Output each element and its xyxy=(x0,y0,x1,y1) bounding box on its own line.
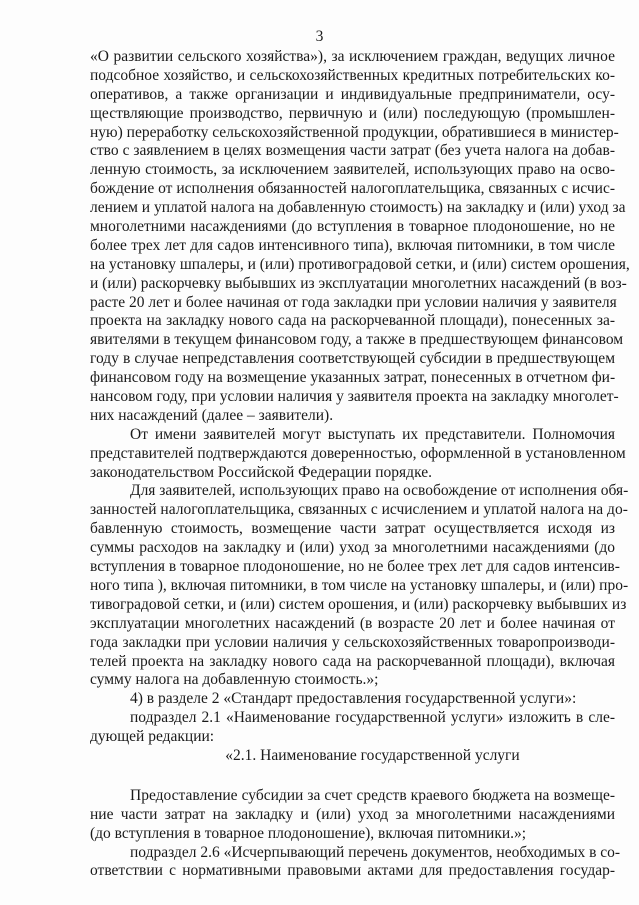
text-line: ответствии с нормативными правовыми актами для предоставления государ- xyxy=(90,862,615,880)
text-line: расте 20 лет и более начиная от года закладки при условии наличия у заявителя xyxy=(90,293,617,311)
paragraph-first-line: подраздел 2.1 «Наименование государственной услуги» изложить в сле- xyxy=(130,709,615,727)
document-body xyxy=(90,48,630,881)
text-line: них насаждений (далее – заявители). xyxy=(90,406,334,424)
blank-line xyxy=(90,766,615,787)
text-line: ществляющие производство, первичную и (или) последующую (промышлен- xyxy=(90,104,615,122)
text-line: подсобное хозяйство, и сельскохозяйственных кредитных потребительских ко- xyxy=(90,66,615,84)
section-item: 4) в разделе 2 «Стандарт предоставления государственной услуги»: xyxy=(130,690,577,708)
text-line: эксплуатации многолетних насаждений (в возрасте 20 лет и более начиная от xyxy=(90,614,615,632)
page-number: 3 xyxy=(315,28,324,45)
text-line: занностей налогоплательщика, связанных с исчислением и уплатой налога на до- xyxy=(90,501,628,519)
text-line: законодательством Российской Федерации порядке. xyxy=(90,463,432,481)
text-line: сумму налога на добавленную стоимость.»; xyxy=(90,671,379,689)
text-line: ние части затрат на закладку и (или) уход за многолетними насаждениями xyxy=(90,805,615,823)
text-line: ного типа ), включая питомники, в том числе на установку шпалеры, и (или) про- xyxy=(90,576,629,594)
text-line: ство с заявлением в целях возмещения части затрат (без учета налога на добав- xyxy=(90,142,615,160)
paragraph-first-line: Предоставление субсидии за счет средств краевого бюджета на возмеще- xyxy=(130,786,615,804)
text-line: явителями в текущем финансовом году, а также в предшествующем финансовом xyxy=(90,331,624,349)
text-line: ную) переработку сельскохозяйственной продукции, обратившиеся в министер- xyxy=(90,123,619,141)
text-line: году в случае непредставления соответствующей субсидии в предшествующем xyxy=(90,350,615,368)
paragraph-first-line: подраздел 2.6 «Исчерпывающий перечень документов, необходимых в со- xyxy=(130,843,621,861)
text-line: «О развитии сельского хозяйства»), за исключением граждан, ведущих личное xyxy=(90,48,615,65)
text-line: представителей подтверждаются доверенностью, оформленной в установленном xyxy=(90,444,626,462)
text-line: проекта на закладку нового сада на раскорчеванной площади), понесенных за- xyxy=(90,312,615,330)
text-line: на установку шпалеры, и (или) противоградовой сетки, и (или) систем орошения, xyxy=(90,255,630,273)
text-line: и (или) раскорчевку выбывших из эксплуатации многолетних насаждений (в воз- xyxy=(90,274,627,292)
text-line: нансовом году, при условии наличия у заявителя проекта на закладку многолет- xyxy=(90,388,619,406)
text-line: ленную стоимость, за исключением заявителей, использующих право на осво- xyxy=(90,161,615,179)
text-line: тивоградовой сетки, и (или) систем орошения, и (или) раскорчевку выбывших из xyxy=(90,595,627,613)
subsection-heading: «2.1. Наименование государственной услуги xyxy=(225,746,520,764)
text-line: (до вступления в товарное плодоношение), включая питомники.»; xyxy=(90,824,527,842)
text-line: лением и уплатой налога на добавленную стоимость) на закладку и (или) уход за xyxy=(90,199,626,217)
text-line: бождение от исполнения обязанностей налогоплательщика, связанных с исчис- xyxy=(90,180,615,198)
paragraph-first-line: Для заявителей, использующих право на освобождение от исполнения обя- xyxy=(130,482,629,500)
text-line: бавленную стоимость, возмещение части затрат осуществляется исходя из xyxy=(90,520,615,538)
paragraph-first-line: От имени заявителей могут выступать их представители. Полномочия xyxy=(130,425,615,443)
text-line: оперативов, а также организации и индивидуальные предприниматели, осу- xyxy=(90,85,615,103)
text-line: вступления в товарное плодоношение, но не более трех лет для садов интенсив- xyxy=(90,558,620,576)
text-line: года закладки при условии наличия у сельскохозяйственных товаропроизводи- xyxy=(90,633,615,651)
text-line: дующей редакции: xyxy=(90,728,215,746)
text-line: финансовом году на возмещение указанных затрат, понесенных в отчетном фи- xyxy=(90,369,616,387)
text-line: суммы расходов на закладку и (или) уход за многолетними насаждениями (до xyxy=(90,539,615,557)
text-line: многолетними насаждениями (до вступления в товарное плодоношение, но не xyxy=(90,218,615,236)
text-line: более трех лет для садов интенсивного типа), включая питомники, в том числе xyxy=(90,236,615,254)
text-line: телей проекта на закладку нового сада на раскорчеванной площади), включая xyxy=(90,652,615,670)
